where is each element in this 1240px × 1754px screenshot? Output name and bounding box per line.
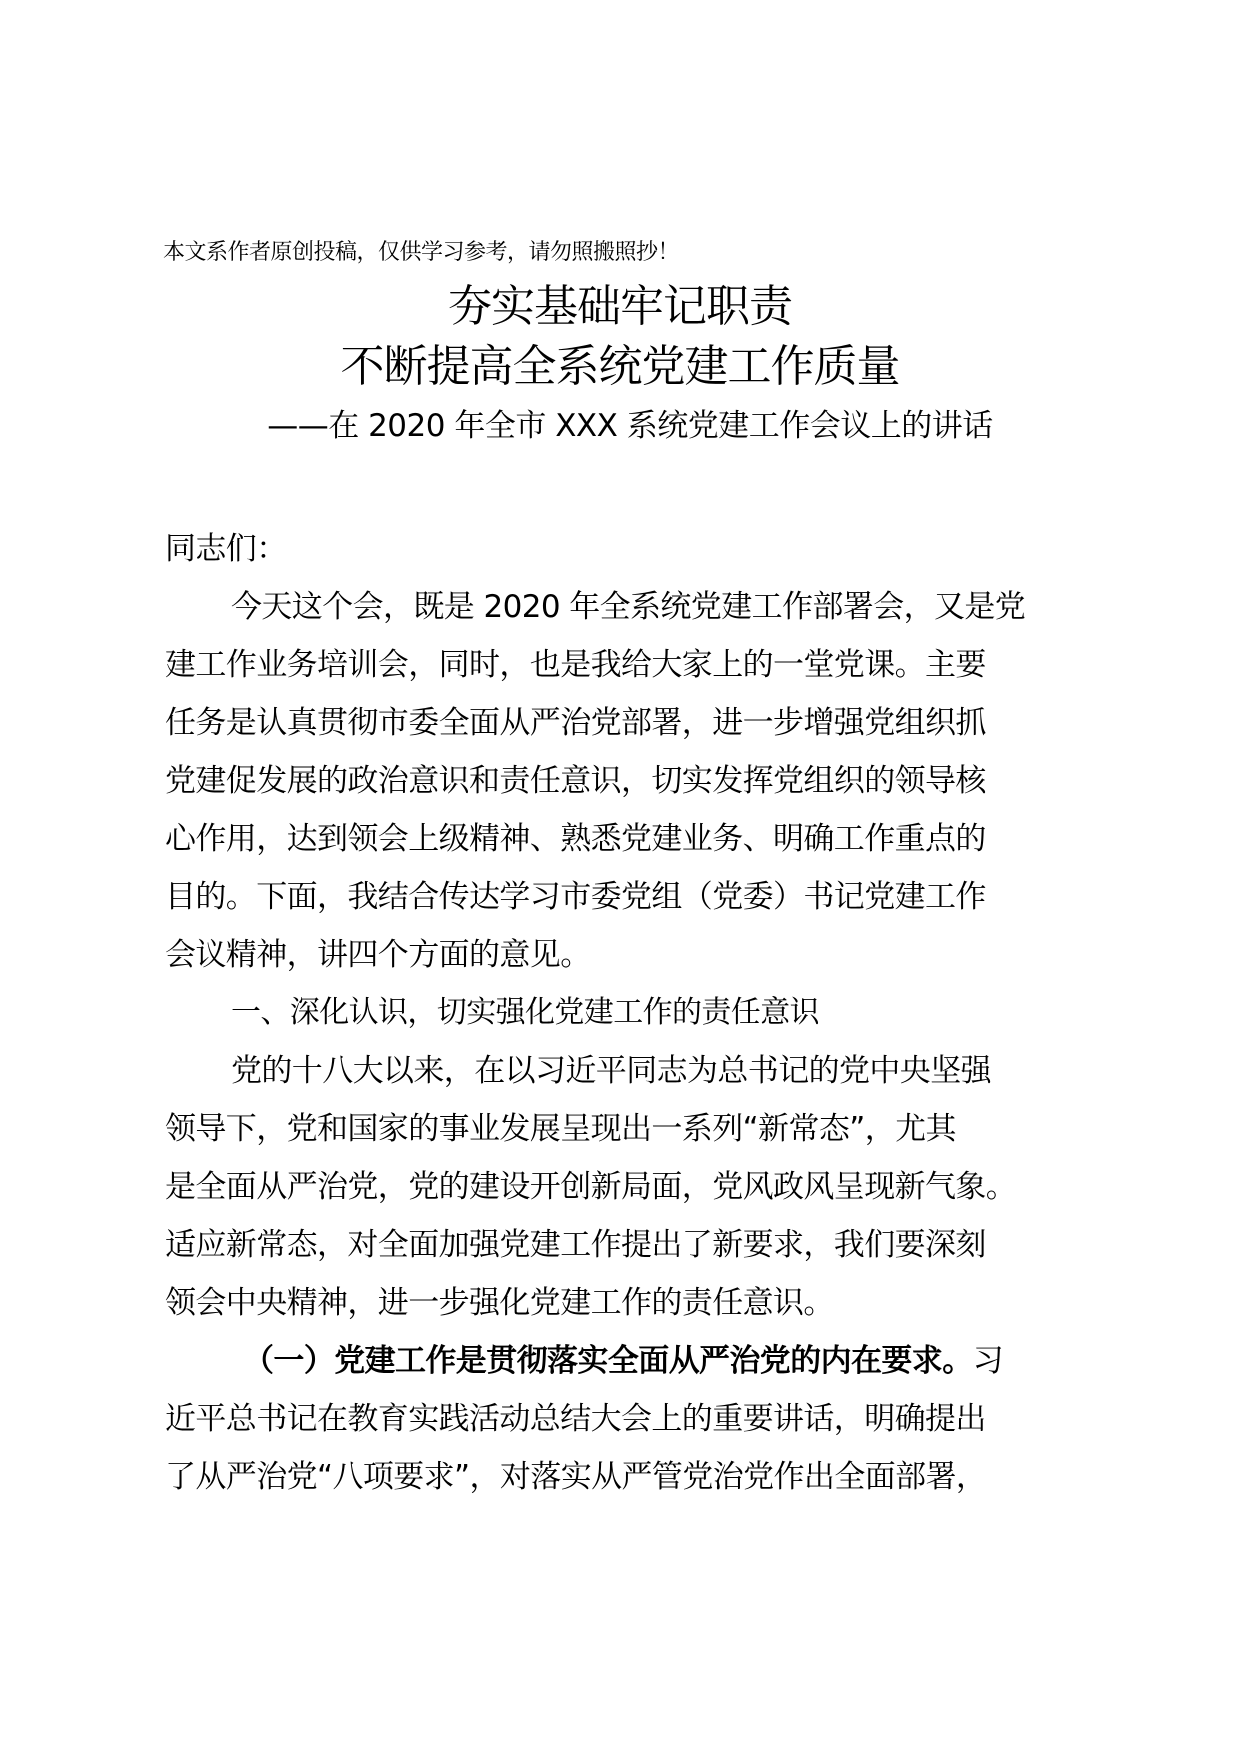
paragraph-line: 领导下，党和国家的事业发展呈现出一系列“新常态”，尤其 bbox=[165, 1111, 956, 1147]
paragraph-line: 近平总书记在教育实践活动总结大会上的重要讲话，明确提出 bbox=[165, 1401, 986, 1437]
document-body bbox=[165, 520, 1095, 1506]
salutation: 同志们： bbox=[165, 531, 287, 567]
section-heading: 一、深化认识，切实强化党建工作的责任意识 bbox=[231, 995, 819, 1030]
paragraph-line: 心作用，达到领会上级精神、熟悉党建业务、明确工作重点的 bbox=[165, 821, 986, 857]
paragraph-line: 适应新常态，对全面加强党建工作提出了新要求，我们要深刻 bbox=[165, 1227, 986, 1263]
paragraph-line: 目的。下面，我结合传达学习市委党组（党委）书记党建工作 bbox=[165, 879, 986, 915]
paragraph-line: 今天这个会，既是 2020 年全系统党建工作部署会，又是党 bbox=[231, 589, 1026, 625]
subsection-text: 习 bbox=[972, 1343, 1004, 1379]
paragraph-line: 建工作业务培训会，同时，也是我给大家上的一堂党课。主要 bbox=[165, 647, 986, 683]
document-subtitle: ——在 2020 年全市 XXX 系统党建工作会议上的讲话 bbox=[267, 408, 993, 444]
paragraph-line: 是全面从严治党，党的建设开创新局面，党风政风呈现新气象。 bbox=[165, 1169, 1017, 1205]
paragraph-line: 会议精神，讲四个方面的意见。 bbox=[165, 937, 591, 973]
paragraph-line: 了从严治党“八项要求”，对落实从严管党治党作出全面部署， bbox=[165, 1459, 987, 1495]
disclaimer-note: 本文系作者原创投稿，仅供学习参考，请勿照搬照抄！ bbox=[163, 240, 680, 265]
paragraph-line: 领会中央精神，进一步强化党建工作的责任意识。 bbox=[165, 1285, 834, 1321]
document-title-line2: 不断提高全系统党建工作质量 bbox=[340, 341, 900, 392]
paragraph-line: 党的十八大以来，在以习近平同志为总书记的党中央坚强 bbox=[231, 1053, 991, 1089]
paragraph-line: 任务是认真贯彻市委全面从严治党部署，进一步增强党组织抓 bbox=[165, 705, 986, 741]
subsection-heading: （一）党建工作是贯彻落实全面从严治党的内在要求。 bbox=[243, 1343, 973, 1379]
paragraph-line: 党建促发展的政治意识和责任意识，切实发挥党组织的领导核 bbox=[165, 763, 986, 799]
subsection-lead-line bbox=[165, 1332, 1095, 1390]
document-title-line1: 夯实基础牢记职责 bbox=[448, 281, 792, 332]
